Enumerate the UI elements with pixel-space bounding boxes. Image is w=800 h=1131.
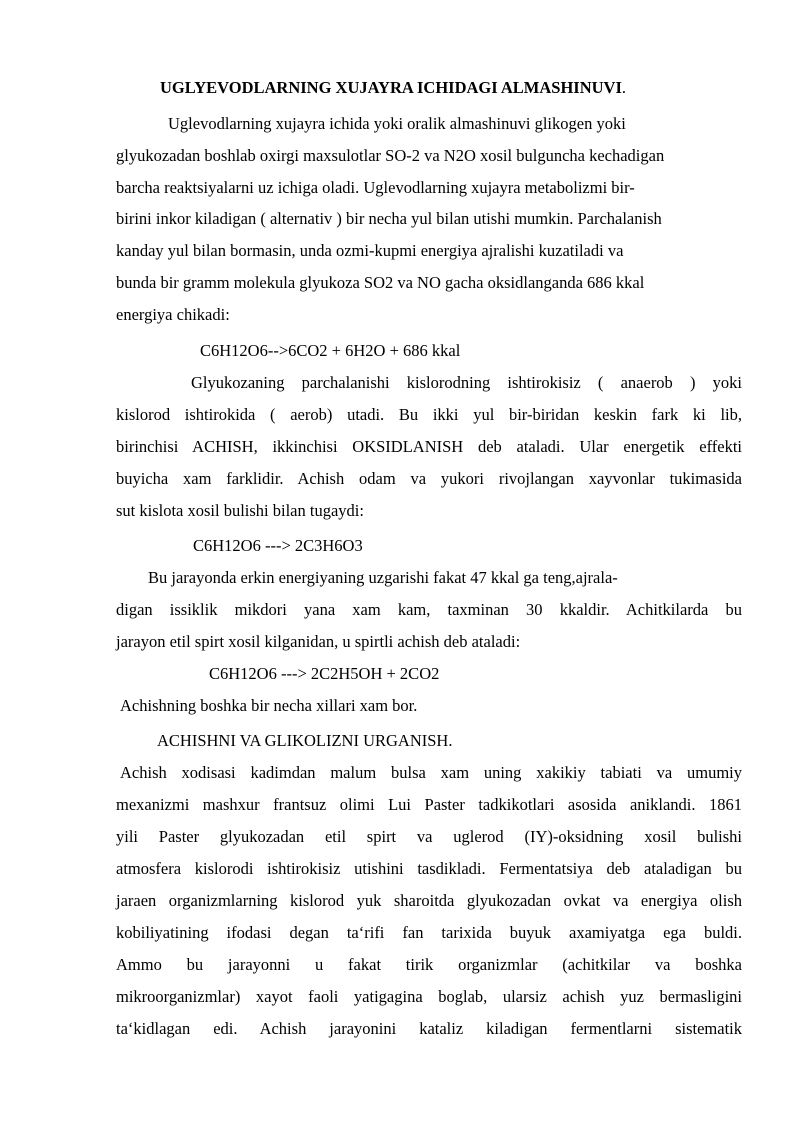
paragraph-line: glyukozadan boshlab oxirgi maxsulotlar SO-2 va N2O xosil bulguncha kechadigan <box>116 146 665 165</box>
paragraph-line: yili Paster glyukozadan etil spirt va uglerod (IY)-oksidning xosil bulishi <box>116 827 742 846</box>
equation: C6H12O6 ---> 2C3H6O3 <box>193 536 363 555</box>
paragraph-line: Achish xodisasi kadimdan malum bulsa xam uning xakikiy tabiati va umumiy <box>120 763 742 782</box>
document-title-period: . <box>621 78 627 97</box>
paragraph-line: Bu jarayonda erkin energiyaning uzgarishi fakat 47 kkal ga teng,ajrala- <box>148 568 618 587</box>
paragraph-line: kobiliyatining ifodasi degan ta‘rifi fan tarixida buyuk axamiyatga ega buldi. <box>116 923 742 942</box>
paragraph-line: Ammo bu jarayonni u fakat tirik organizmlar (achitkilar va boshka <box>116 955 742 974</box>
paragraph-line: Achishning boshka bir necha xillari xam bor. <box>120 696 418 715</box>
paragraph-line: bunda bir gramm molekula glyukoza SO2 va NO gacha oksidlanganda 686 kkal <box>116 273 645 292</box>
paragraph-line: atmosfera kislorodi ishtirokisiz utishini tasdikladi. Fermentatsiya deb ataladigan bu <box>116 859 742 878</box>
paragraph-line: digan issiklik mikdori yana xam kam, taxminan 30 kkaldir. Achitkilarda bu <box>116 600 742 619</box>
paragraph-line: kanday yul bilan bormasin, unda ozmi-kupmi energiya ajralishi kuzatiladi va <box>116 241 624 260</box>
paragraph-line: buyicha xam farklidir. Achish odam va yukori rivojlangan xayvonlar tukimasida <box>116 469 742 488</box>
section-subheading: ACHISHNI VA GLIKOLIZNI URGANISH. <box>157 731 453 750</box>
paragraph-line: sut kislota xosil bulishi bilan tugaydi: <box>116 501 364 520</box>
equation: C6H12O6 ---> 2C2H5OH + 2CO2 <box>209 664 440 683</box>
document-title-line <box>160 78 626 98</box>
paragraph-line: Glyukozaning parchalanishi kislorodning ishtirokisiz ( anaerob ) yoki <box>191 373 742 392</box>
paragraph-line: mikroorganizmlar) xayot faoli yatigagina boglab, ularsiz achish yuz bermasligini <box>116 987 742 1006</box>
paragraph-line: jarayon etil spirt xosil kilganidan, u spirtli achish deb ataladi: <box>116 632 521 651</box>
paragraph-line: mexanizmi mashxur frantsuz olimi Lui Paster tadkikotlari asosida aniklandi. 1861 <box>116 795 742 814</box>
paragraph-line: birini inkor kiladigan ( alternativ ) bir necha yul bilan utishi mumkin. Parchalanish <box>116 209 662 228</box>
paragraph-line: kislorod ishtirokida ( aerob) utadi. Bu ikki yul bir-biridan keskin fark ki lib, <box>116 405 742 424</box>
paragraph-line: birinchisi ACHISH, ikkinchisi OKSIDLANISH deb ataladi. Ular energetik effekti <box>116 437 742 456</box>
document-title: UGLYEVODLARNING XUJAYRA ICHIDAGI ALMASHINUVI <box>160 78 622 97</box>
paragraph-line: barcha reaktsiyalarni uz ichiga oladi. Uglevodlarning xujayra metabolizmi bir- <box>116 178 635 197</box>
paragraph-line: energiya chikadi: <box>116 305 230 324</box>
equation: C6H12O6-->6CO2 + 6H2O + 686 kkal <box>200 341 461 360</box>
paragraph-line: Uglevodlarning xujayra ichida yoki oralik almashinuvi glikogen yoki <box>168 114 626 133</box>
paragraph-line: jaraen organizmlarning kislorod yuk sharoitda glyukozadan ovkat va energiya olish <box>116 891 742 910</box>
paragraph-line: ta‘kidlagan edi. Achish jarayonini kataliz kiladigan fermentlarni sistematik <box>116 1019 742 1038</box>
